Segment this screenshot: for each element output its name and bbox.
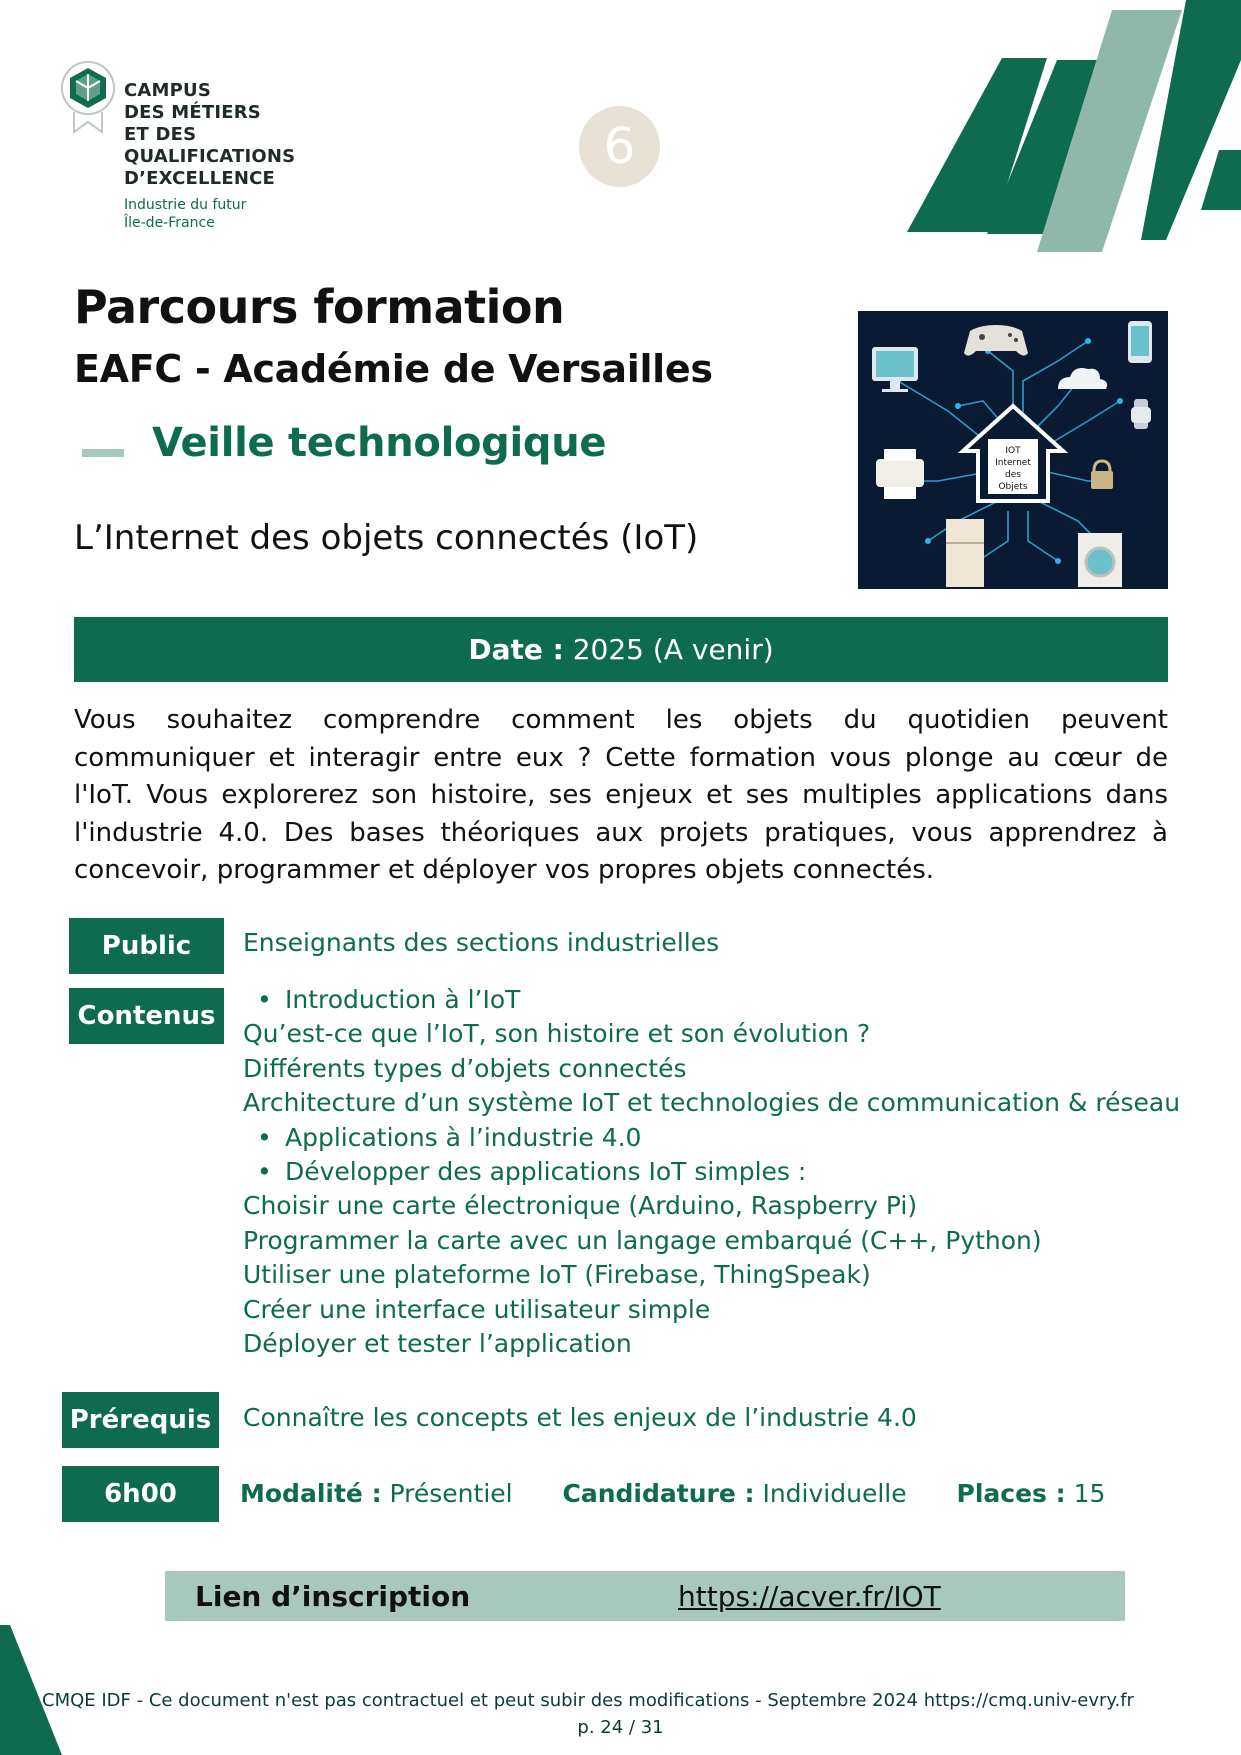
list-item: Créer une interface utilisateur simple — [243, 1294, 711, 1324]
list-item: Différents types d’objets connectés — [243, 1053, 687, 1083]
campus-logo-text — [124, 80, 295, 190]
places-label: Places : — [956, 1479, 1066, 1508]
candidature-value: Individuelle — [762, 1479, 907, 1508]
page-number-badge: 6 — [579, 106, 660, 187]
candidature-label: Candidature : — [562, 1479, 755, 1508]
topic-title: L’Internet des objets connectés (IoT) — [74, 518, 699, 558]
prerequisites-label: Prérequis — [62, 1392, 219, 1448]
contents-label: Contenus — [69, 988, 224, 1044]
logo-line: D’EXCELLENCE — [124, 168, 276, 189]
list-item: Qu’est-ce que l’IoT, son histoire et son évolution ? — [243, 1019, 871, 1049]
bullet-icon: • — [257, 1156, 272, 1186]
smartwatch-icon — [1131, 399, 1151, 429]
campus-logo — [60, 58, 320, 238]
logo-sub-line: Île-de-France — [124, 215, 215, 231]
duration-badge: 6h00 — [62, 1466, 219, 1522]
list-item — [243, 983, 1183, 1017]
theme-title: Veille technologique — [152, 420, 607, 466]
list-item: Choisir une carte électronique (Arduino, Raspberry Pi) — [243, 1191, 918, 1221]
page-title: Parcours formation — [74, 280, 565, 334]
modalite-label: Modalité : — [240, 1479, 382, 1508]
public-label: Public — [69, 918, 224, 974]
list-item — [243, 1121, 1183, 1155]
house-label-2: Internet — [995, 458, 1031, 468]
footer-text: CMQE IDF - Ce document n'est pas contractuel et peut subir des modifications - Septembre 2024 https://cmq.univ-evry.fr — [42, 1690, 1134, 1711]
footer — [0, 1690, 1241, 1738]
logo-sub-line: Industrie du futur — [124, 197, 247, 213]
house-label-1: IOT — [1005, 446, 1021, 456]
date-value: 2025 (A venir) — [572, 633, 774, 666]
logo-line: QUALIFICATIONS — [124, 146, 296, 167]
washing-machine-icon — [1078, 533, 1122, 587]
list-item: Déployer et tester l’application — [243, 1328, 632, 1358]
house-label-3: des — [1005, 470, 1021, 480]
logo-line: DES MÉTIERS — [124, 102, 261, 123]
list-item-text: Applications à l’industrie 4.0 — [285, 1122, 642, 1152]
prerequisites-value: Connaître les concepts et les enjeux de l’industrie 4.0 — [243, 1403, 917, 1432]
modalite-value: Présentiel — [389, 1479, 513, 1508]
places-value: 15 — [1073, 1479, 1106, 1508]
page-subtitle: EAFC - Académie de Versailles — [74, 347, 713, 391]
bullet-icon: • — [257, 1122, 272, 1152]
theme-dash — [82, 449, 124, 457]
date-label: Date : — [468, 633, 564, 666]
bullet-icon: • — [257, 985, 272, 1014]
list-item-text: Introduction à l’IoT — [285, 985, 521, 1014]
logo-line: ET DES — [124, 124, 197, 145]
iot-illustration — [858, 311, 1168, 589]
logo-line: CAMPUS — [124, 80, 212, 101]
phone-icon — [1128, 321, 1152, 363]
list-item-text: Développer des applications IoT simples : — [285, 1156, 807, 1186]
registration-label: Lien d’inscription — [195, 1580, 471, 1613]
list-item: Utiliser une plateforme IoT (Firebase, ThingSpeak) — [243, 1260, 871, 1290]
date-banner — [74, 617, 1168, 682]
list-item: Programmer la carte avec un langage embarqué (C++, Python) — [243, 1225, 1042, 1255]
list-item: Architecture d’un système IoT et technologies de communication & réseau — [243, 1088, 1181, 1118]
campus-logo-subtitle — [124, 196, 246, 232]
fridge-icon — [946, 519, 984, 587]
registration-link[interactable]: https://acver.fr/IOT — [678, 1580, 941, 1613]
house-label-4: Objets — [998, 482, 1028, 492]
meta-line — [240, 1479, 1105, 1508]
campus-logo-mark — [60, 60, 116, 134]
corner-stripes-decoration — [901, 0, 1241, 262]
gamepad-icon — [964, 325, 1028, 356]
list-item — [243, 1155, 1183, 1189]
intro-paragraph: Vous souhaitez comprendre comment les objets du quotidien peuvent communiquer et interagir entre eux ? Cette formation vous plonge au cœur de l'IoT. Vous explorerez son histoire, ses enjeux et ses multiples applications dans l'industrie 4.0. Des bases théoriques aux projets pratiques, vous apprendrez à concevoir, programmer et déployer vos propres objets connectés. — [74, 705, 1168, 885]
contents-list — [243, 983, 1183, 1361]
page-number: p. 24 / 31 — [577, 1717, 664, 1738]
public-value: Enseignants des sections industrielles — [243, 928, 720, 957]
